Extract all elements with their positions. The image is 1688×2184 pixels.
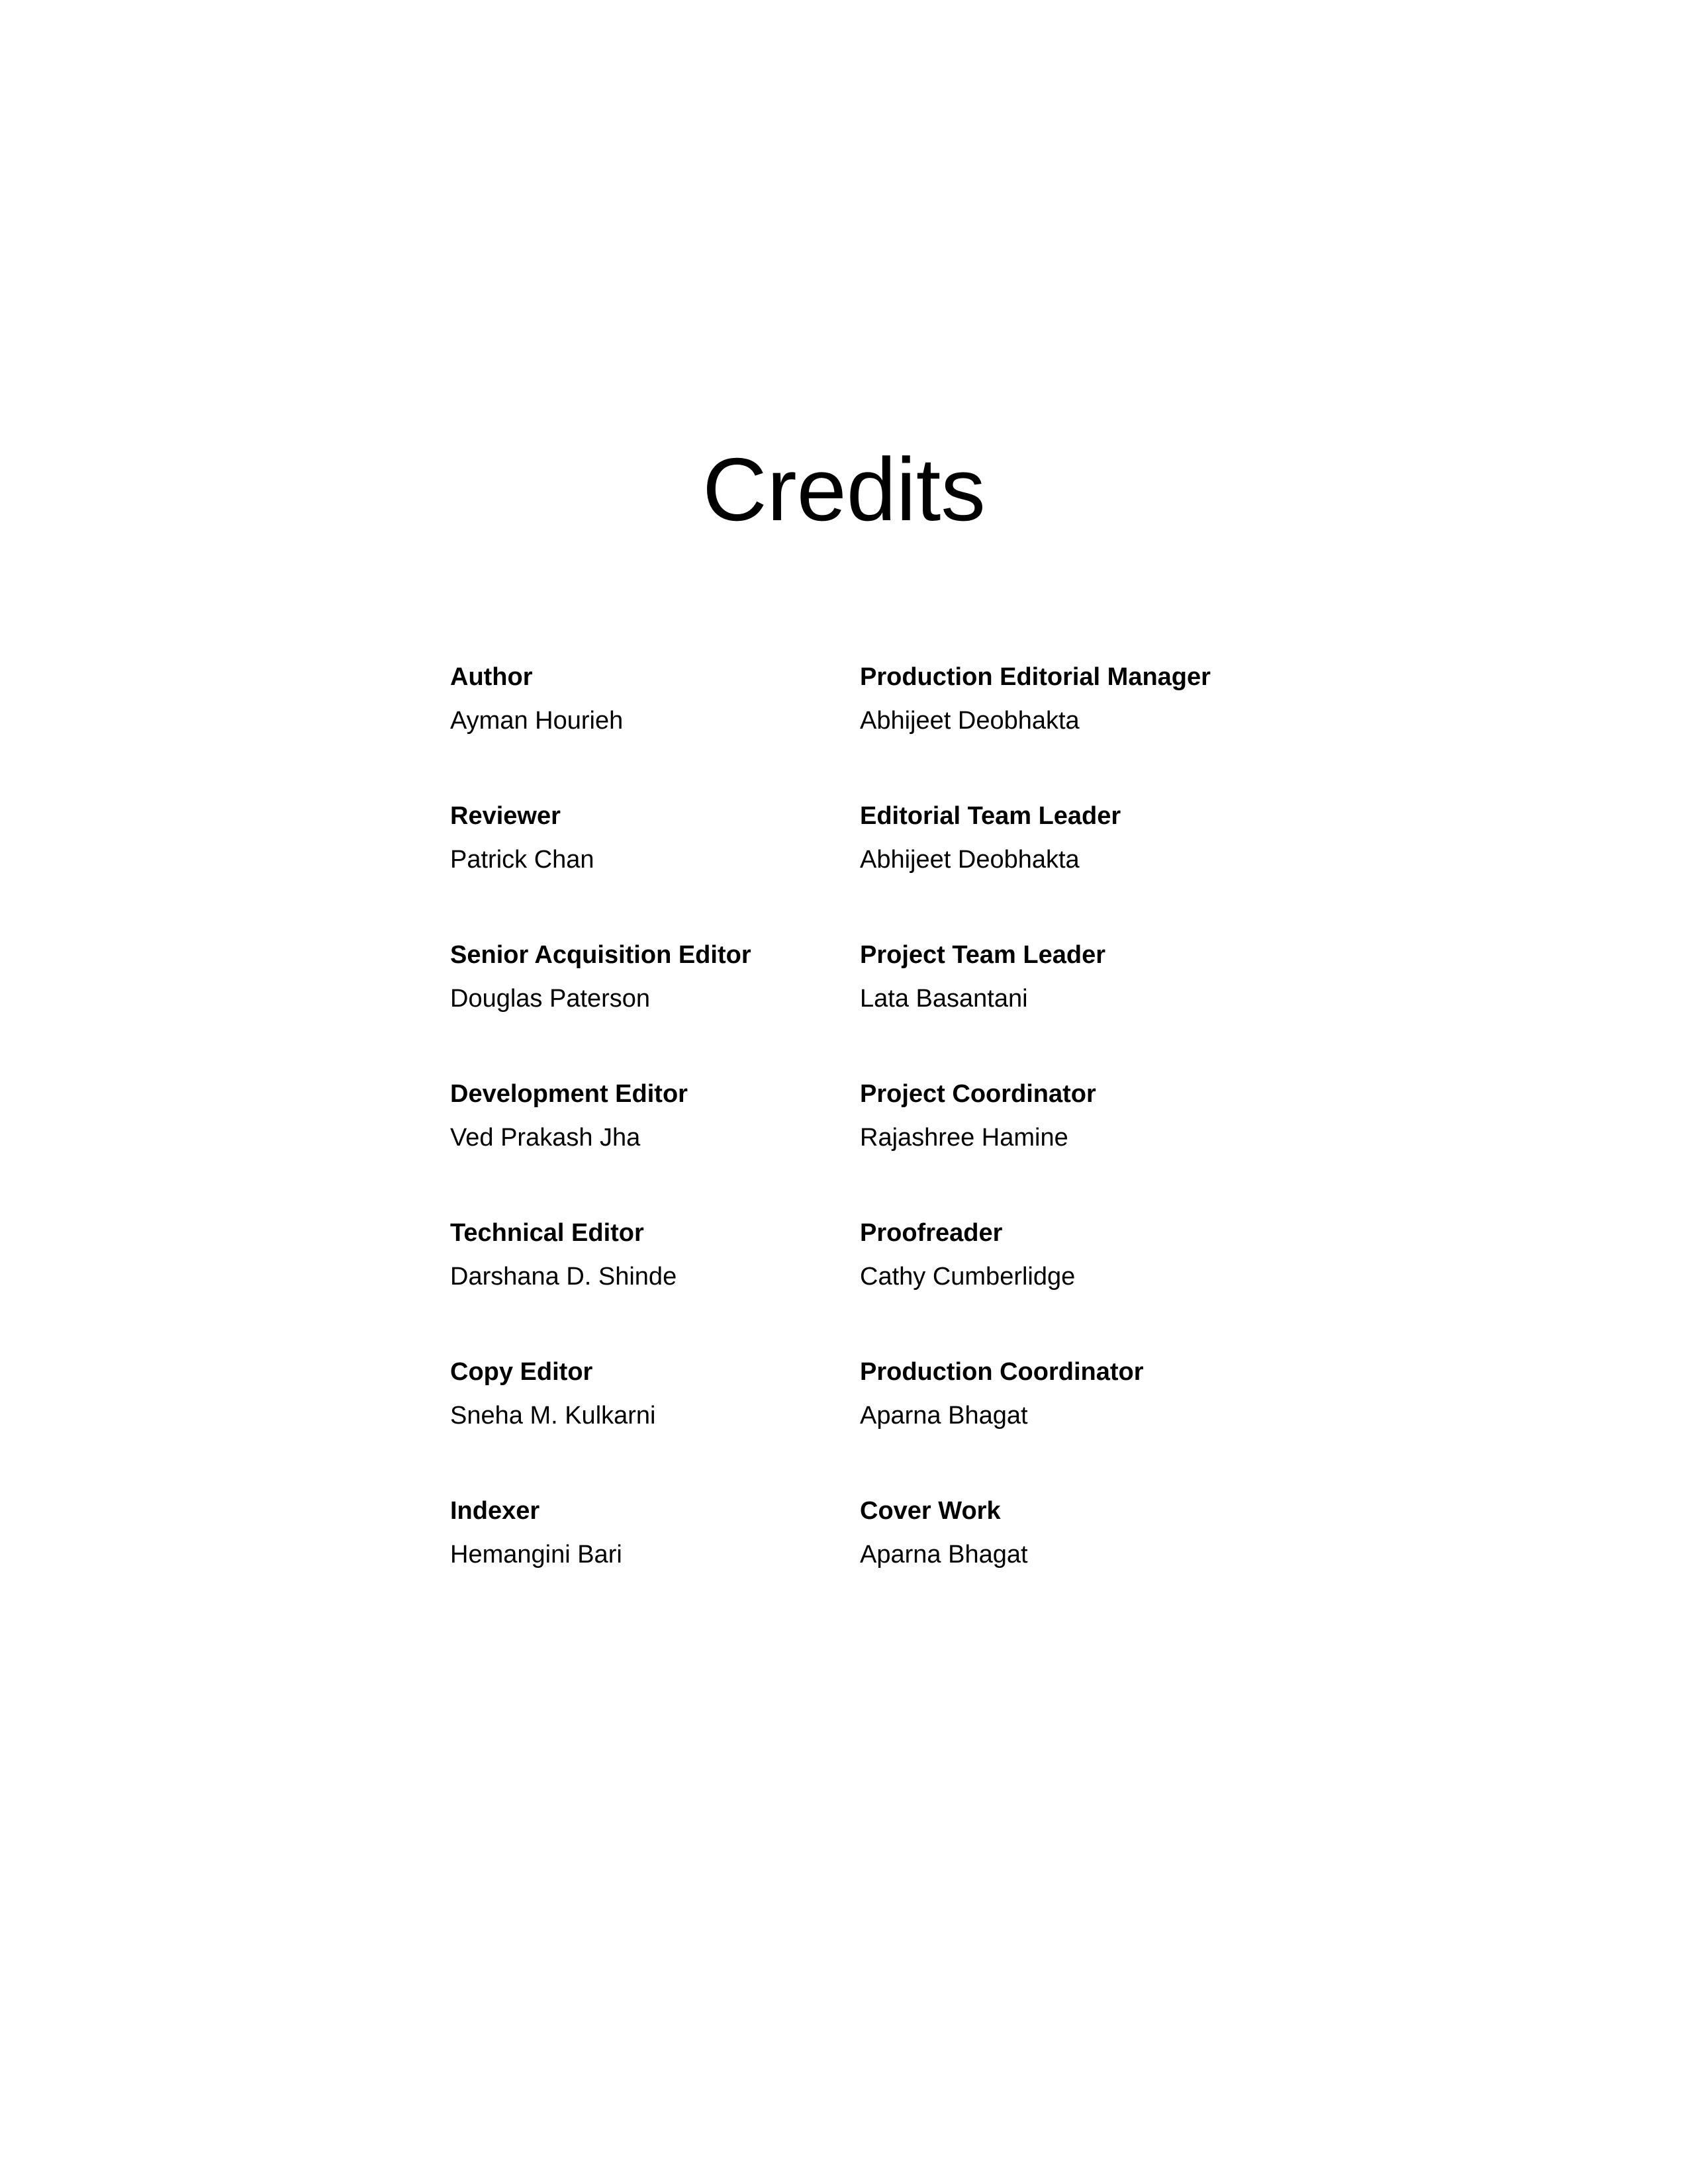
credit-role: Technical Editor: [450, 1219, 644, 1247]
credit-entry-project-coordinator: [860, 1081, 1096, 1150]
credit-name: Aparna Bhagat: [860, 1541, 1028, 1569]
credit-entry-production-coordinator: [860, 1359, 1144, 1428]
credit-entry-production-editorial-manager: [860, 664, 1211, 733]
credit-name: Abhijeet Deobhakta: [860, 707, 1080, 735]
credit-entry-project-team-leader: [860, 942, 1105, 1011]
credit-role: Proofreader: [860, 1219, 1003, 1247]
credit-role: Editorial Team Leader: [860, 802, 1121, 830]
credit-role: Reviewer: [450, 802, 561, 830]
credit-entry-senior-acquisition-editor: [450, 942, 751, 1011]
credit-name: Hemangini Bari: [450, 1541, 622, 1569]
credit-entry-technical-editor: [450, 1220, 677, 1289]
credit-entry-development-editor: [450, 1081, 688, 1150]
credit-entry-reviewer: [450, 803, 594, 872]
credit-name: Ved Prakash Jha: [450, 1124, 641, 1152]
page-title: Credits: [702, 439, 986, 539]
credit-name: Rajashree Hamine: [860, 1124, 1068, 1152]
credit-role: Copy Editor: [450, 1358, 593, 1386]
credit-entry-author: [450, 664, 623, 733]
credit-role: Senior Acquisition Editor: [450, 941, 751, 969]
credit-entry-copy-editor: [450, 1359, 656, 1428]
credit-name: Lata Basantani: [860, 985, 1028, 1013]
credit-name: Patrick Chan: [450, 846, 594, 874]
credit-name: Cathy Cumberlidge: [860, 1263, 1076, 1291]
credit-name: Douglas Paterson: [450, 985, 651, 1013]
credit-entry-indexer: [450, 1498, 622, 1567]
credit-name: Sneha M. Kulkarni: [450, 1402, 656, 1430]
credit-name: Darshana D. Shinde: [450, 1263, 677, 1291]
credit-entry-proofreader: [860, 1220, 1075, 1289]
credit-entry-editorial-team-leader: [860, 803, 1121, 872]
credit-role: Author: [450, 663, 533, 691]
credit-role: Production Coordinator: [860, 1358, 1144, 1386]
credit-name: Aparna Bhagat: [860, 1402, 1028, 1430]
credit-role: Cover Work: [860, 1497, 1001, 1525]
credit-role: Development Editor: [450, 1080, 688, 1108]
credit-name: Ayman Hourieh: [450, 707, 624, 735]
credit-role: Project Coordinator: [860, 1080, 1096, 1108]
credit-entry-cover-work: [860, 1498, 1028, 1567]
credit-name: Abhijeet Deobhakta: [860, 846, 1080, 874]
credit-role: Production Editorial Manager: [860, 663, 1211, 691]
credit-role: Indexer: [450, 1497, 540, 1525]
credit-role: Project Team Leader: [860, 941, 1106, 969]
